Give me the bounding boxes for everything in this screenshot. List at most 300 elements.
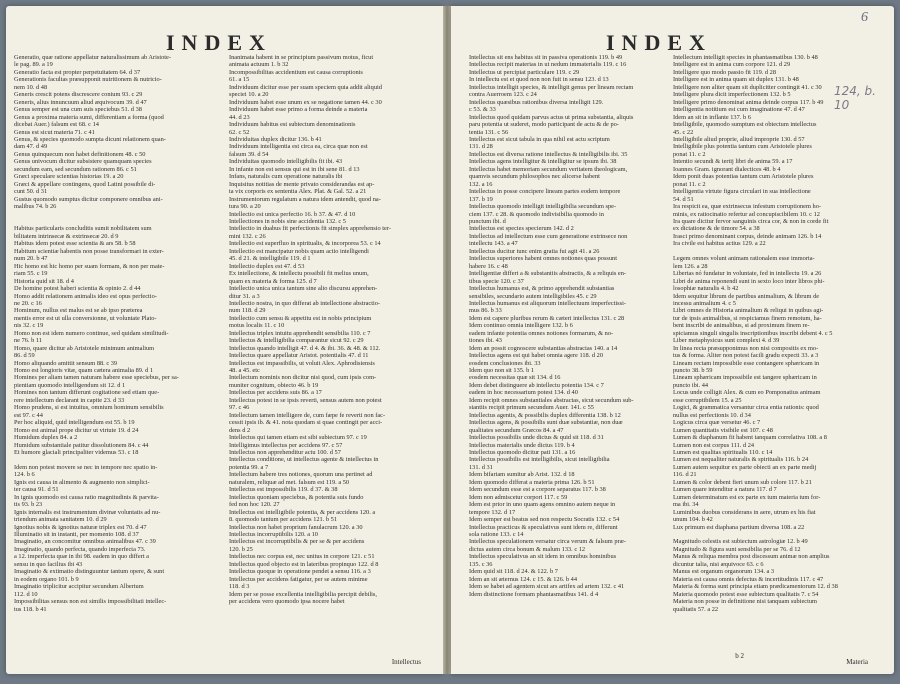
index-entry-line: ter causa 91. d 51	[14, 486, 59, 494]
index-entry-line: Intellectus ad intellectum esse cum generatione extrinsece non	[469, 232, 628, 240]
index-entry-line: Ira quare dicitur fervor sanguinis circa cor, & non in corde fit	[673, 217, 829, 225]
left-column-2	[229, 54, 434, 606]
index-entry-line: Intellectus materialis unde dictus 119. b 4	[469, 441, 575, 449]
index-entry-line: Idem an possit cognoscere substantias abstractas 140. a 14	[469, 344, 618, 352]
index-entry-line: Intellectus quare appellatur Aristot. potentialis 47. d 11	[229, 352, 369, 360]
index-entry-line: c 53. & 33	[469, 106, 496, 114]
left-column-1	[14, 54, 219, 613]
index-entry-line: eosdem necessitas quæ sit 134. d 16	[469, 374, 561, 382]
index-entry-line: Ignis est causa in alimento & augmento non simplici-	[14, 478, 150, 486]
index-entry-line: Irasci primo denominant corpus, deinde animam 126. b 14	[673, 232, 822, 240]
index-entry-line: qualitates secundum Græcos 84. a 47	[469, 426, 564, 434]
index-entry-line: Inanimata habent in se principium passivum motus, ficut	[229, 54, 374, 61]
index-entry-line: Lumen non est corpus 111. d 24	[673, 441, 755, 449]
index-entry-line: 45. d 21. & intelligibile 119. d 1	[229, 255, 311, 263]
index-entry-line: naturalem, reliquæ ad met. falsum est 119. a 50	[229, 478, 350, 486]
index-entry-line: dicebat Auer.) falsum est 68. c 14	[14, 121, 99, 129]
index-entry-line: losophiæ naturalis 4. b 42	[673, 285, 739, 293]
index-entry-line: Lux primum est diaphana partium diversa 108. a 22	[673, 523, 805, 531]
index-entry-line: Intellectus quoque in operatione pendet a sensu 116. a 3	[229, 568, 371, 576]
index-entry-line: Imaginatio, an concomitur omnibus animalibus 47. c 39	[14, 538, 156, 546]
index-entry-line: Homo non est idem numero continue, sed quidam similitudi-	[14, 329, 169, 337]
index-entry-line: 131. d 28	[469, 143, 493, 151]
index-entry-line: 61. a 15	[229, 76, 250, 84]
index-entry-line: tis 93. b 23	[14, 501, 43, 509]
index-entry-line: Idem bifariam sumitur ab Arist. 132. d 18	[469, 471, 575, 479]
index-entry-line: sensu in quo facilius ibi 43	[14, 560, 83, 568]
index-entry-line: Lineam rectam impossibile esse contangere sphæricam in	[673, 359, 820, 367]
index-entry-line: Individuum dicitur esse per suam speciem quia addit aliquid	[229, 83, 382, 91]
left-page-header: INDEX	[166, 30, 272, 55]
index-entry-line: Intellectus non habet proprium fanulacrum 120. a 30	[229, 523, 363, 531]
index-entry-line: Intellectus qui tamen etiam est sibi subiectum 97. c 19	[229, 434, 367, 442]
index-entry-line: Imaginatio triplicitur accipitur secundum Albertum	[14, 583, 144, 591]
right-page-header: INDEX	[606, 30, 712, 55]
index-entry-line: 62. c 52	[229, 128, 250, 136]
index-entry-line: stantiis recipit primum secundum Auer. 141. c 55	[469, 404, 594, 412]
index-entry-line: cessit ipsis ib. & 41. nota quodam si quae contingit per acci-	[229, 419, 383, 427]
index-entry-line: Intellectus sit ens habitus sit in passiva operationis 119. b 49	[469, 54, 623, 61]
index-entry-line: Ignotius nobis & ignotius naturæ triplex est 70. d 47	[14, 523, 147, 531]
index-entry-line: Genus univocum dicitur subsistere quamquam species	[14, 158, 152, 166]
index-entry-line: Idem an sit in inflante 137. b 6	[673, 113, 751, 121]
index-entry-line: Intellectio unica unica tantum sine alio discursu apprehen-	[229, 285, 378, 293]
index-entry-line: bilitatem intrinsecæ & extrinsecæ 20. d 9	[14, 232, 119, 240]
index-entry-line: Individuum habitus est subiectum denominationis	[229, 121, 356, 129]
index-entry-line: Manus & reliqua membra post discessum animæ non amplius	[673, 553, 830, 561]
index-entry-line: Hominum, nullus est malus est se ab ipso præterea	[14, 307, 143, 315]
index-entry-line: puncto 38. b 59	[673, 367, 713, 375]
index-entry-line: dicuntur talia, nisi æquivoce 63. c 6	[673, 560, 764, 568]
index-entry-line: speciei 10. a 20	[229, 91, 269, 99]
index-entry-line: Homines non tantum differunt cogitatione sed etiam que-	[14, 389, 160, 397]
index-entry-line: Idem per se posse excellentia intelligibilia percipit debilis,	[229, 590, 377, 598]
handwritten-annotation: 124, b. 10	[834, 84, 876, 112]
index-entry-line: sola ratione 133. c 14	[469, 531, 524, 538]
index-entry-line: qualitatis 57. a 22	[673, 605, 719, 613]
index-entry-line: num 20. b 47	[14, 255, 48, 263]
index-entry-line: Intellectus humanus est, & primo apprehendit substantias	[469, 285, 615, 293]
index-entry-line: tus 118. b 41	[14, 605, 47, 613]
index-entry-line: Legem omnes volunt animam rationalem esse immorta-	[673, 255, 815, 263]
index-entry-line: Idem non potest movere se nec in tempore nec spatio in-	[14, 463, 158, 471]
index-entry-line: Generis, alius innuncuum aliud æquivocum 39. d 47	[14, 98, 147, 106]
index-entry-line: dens d 2	[229, 426, 251, 434]
index-entry-line: sensibiles, secundario autem intelligibiles 45. c 29	[469, 292, 597, 300]
index-entry-line: Intellectus speculativus an sit idem in omnibus hominibus	[469, 553, 617, 561]
index-entry-line: Græci speculare scientias historias 19. a 20	[14, 173, 124, 181]
index-entry-line: Genus, & species quomodo sumpta dicunt relationem quan-	[14, 135, 166, 143]
index-entry-line: 86. d 59	[14, 352, 35, 360]
index-entry-line: 48. a 45. etc	[229, 367, 260, 375]
index-entry-line: Intellectio est unica perfectio 16. b 37. & 47. d 10	[229, 210, 356, 218]
index-entry-line: Idem ponit duas potentias tantum cum Aristotele plures	[673, 173, 814, 181]
right-column-1	[469, 54, 665, 598]
index-entry-line: 131. d 31	[469, 463, 493, 471]
index-entry-line: 118. d 3	[229, 583, 250, 591]
index-entry-line: 112. d 10	[14, 590, 38, 598]
index-entry-line: Libri omnes de Historia animalium & reliqui in quibus agi-	[673, 307, 824, 315]
index-entry-line: contra Auerroem 123. c 24	[469, 91, 537, 99]
index-entry-line: Materia & forma sunt principia etiam prædicamentorum 12. d 38	[673, 583, 838, 591]
index-entry-line: Intellectus intelligit species, & intelligit genus per lineam rectam	[469, 83, 634, 91]
index-entry-line: in eodem organo 101. b 9	[14, 575, 79, 583]
index-entry-line: Incompossibilitas accidentium est causa corruptionis	[229, 68, 363, 76]
index-entry-line: Homo, quare dicitur ab Aristotele minimum animalium	[14, 344, 155, 352]
index-entry-line: Intellectus practicus & speculativus sunt idem re, differunt	[469, 523, 618, 531]
index-entry-line: Instrumentorum regulatum a natura idem antendit, quod na-	[229, 195, 381, 203]
index-entry-line: Intellectus recipit materias in ut nedum immaterialis 119. c 16	[469, 61, 627, 69]
index-entry-line: Intellectus superiores habent omnes notiones quas possunt	[469, 255, 617, 263]
index-entry-line: Lumen quare intenditur a natura 117. d 7	[673, 486, 777, 494]
index-entry-line: Generis crescit potens discrescere conium 93. c 29	[14, 91, 143, 99]
index-entry-line: Intelligentia notitium est cum imaginatione 47. d 47	[673, 106, 805, 114]
index-entry-line: Idem est prior in uno quam agens omnino autem neque in	[469, 501, 616, 509]
index-entry-line: Intellectus conditione, ut intellectus agente & intellectus in	[229, 456, 379, 464]
index-entry-line: num 118. d 29	[229, 307, 266, 315]
index-entry-line: triendum animata sanitatem 10. d 29	[14, 516, 107, 524]
index-entry-line: Humidum duplex 84. a 2	[14, 434, 78, 442]
index-entry-line: 124. b 6	[14, 471, 35, 479]
index-entry-line	[673, 248, 869, 255]
index-entry-line: De homine potest haberi scientia & opinio 2. d 44	[14, 285, 141, 293]
index-entry-line: tiones ibi. 43	[469, 337, 502, 345]
index-entry-line: Intellectus ut percipiat particulare 119. c 29	[469, 68, 580, 76]
index-entry-line: In infante non est sensus qui est in ibi sene 81. d 13	[229, 165, 360, 173]
index-entry-line: Intelligere primo denominat anima deinde corpus 117. b 49	[673, 98, 824, 106]
index-entry-line: Humidum substantiale patitur dissolutionem 84. c 44	[14, 441, 149, 449]
index-entry-line: malibus 74. b 26	[14, 203, 57, 211]
index-entry-line: Per hoc aliquid, quid intelligendum est 55. b 19	[14, 419, 135, 427]
index-entry-line: Lumen est qualitas spiritualis 110. c 14	[673, 449, 773, 457]
index-entry-line: Ignis internalis est instrumentum divinæ voluntatis ad nu-	[14, 508, 161, 516]
index-entry-line: Idem continuo omnia intelligere 132. b 6	[469, 322, 573, 330]
index-entry-line: motus localis 11. c 10	[229, 322, 285, 330]
index-entry-line: Inquisitus notitias de mente privato considerandas est ap-	[229, 180, 375, 188]
index-entry-line: Lumen est nequaliter naturalis & spiritualis 116. b 24	[673, 456, 809, 464]
index-entry-line: Habitus idem potest esse scientia & ars 58. b 58	[14, 240, 136, 248]
index-entry-line: Intellectum nominis non dicitur nisi quod, cum ipsis com-	[229, 374, 377, 382]
index-entry-line: 137. b 19	[469, 195, 493, 203]
index-entry-line: Lumen determinatum est ex parte ex tum materia tum for-	[673, 493, 821, 501]
index-entry-line: Materia non posse in definitione nisi tanquam subiectum	[673, 598, 817, 606]
index-entry-line: 45. c 22	[673, 128, 694, 136]
index-entry-line: Intellectus quando intelligit 47. d 4. & ibi. 36. & 48. & 112.	[229, 344, 381, 352]
index-entry-line: dictus autem circa bonum & malum 133. c 12	[469, 545, 586, 553]
index-entry-line: Idem se habet ad agentem sicut ars artifex ad artem 132. c 41	[469, 583, 625, 591]
index-entry-line: Lineam sphæricam impossibile est tangere sphæricam in	[673, 374, 817, 382]
index-entry-line: cunt 50. d 31	[14, 188, 48, 196]
index-entry-line	[14, 456, 219, 463]
index-entry-line: ex dictatione & de timore 54. a 38	[673, 225, 760, 233]
index-entry-line: Intellectus quomodo intelligit intelligibilia secundum spe-	[469, 203, 617, 211]
index-entry-line: Idem sequitur librum de partibus animalium, & librum de	[673, 292, 820, 300]
index-entry-line: tempore 132. d 17	[469, 508, 516, 516]
index-entry-line: Generatio, quæ ratione appellatur naturalissimum ab Aristote-	[14, 54, 171, 61]
index-entry-line: tentia 131. c 56	[469, 128, 509, 136]
index-entry-line: Intellectus non apprehenditur actu 100. d 57	[229, 449, 341, 457]
index-entry-line: quam ex materia & forma 125. d 7	[229, 277, 317, 285]
index-entry-line: Magnitudo & figura sunt sensibilia per se 76. d 12	[673, 545, 801, 553]
index-entry-line: falsum 39. d 54	[229, 150, 269, 158]
index-entry-line: tus & forma. Aliter non potest facili gradu expecti 33. a 3	[673, 352, 819, 360]
index-entry-line: Logici, & grammatica versantur circa entia rationis: quod	[673, 404, 819, 412]
index-entry-line: Individuum intelligentia est circa ea, circa quæ non est	[229, 143, 368, 151]
index-entry-line: Intelligere quo modo passio fit 119. d 28	[673, 68, 777, 76]
index-entry-line: Intelligimus intellectus per accidens 97. c 57	[229, 441, 343, 449]
index-entry-line: Lumen & diaphanum fit habent tanquam correlativa 108. a 8	[673, 434, 827, 442]
index-entry-line: Genus quinquecum non habet definitionem 48. c 50	[14, 150, 146, 158]
index-entry-line: Luminibus duobus considerans in aere, utrum ex his fiat	[673, 508, 816, 516]
index-entry-line: paru potentia ut suderet, modo participant de actu & de po-	[469, 121, 619, 129]
index-entry-line: 44. d 23	[229, 113, 250, 121]
index-entry-line: Idem semper est beatus sed non respectu Socratis 132. c 54	[469, 516, 620, 524]
index-entry-line: Lumen & color debent fieri unum sub colore 117. b 21	[673, 478, 812, 486]
index-entry-line: In intellectu est et quod non non fuit in sensu 123. d 13	[469, 76, 609, 84]
index-entry-line: habere 16. c 48	[469, 262, 508, 270]
index-entry-line: rere intellectum declarant in capite 23. d 33	[14, 396, 125, 404]
index-entry-line: Intellectus quod objecto est in lateribus propinquo 122. d 8	[229, 560, 379, 568]
index-entry-line: Ioannes Gram. ignorant dialectices 48. b 4	[673, 165, 781, 173]
index-entry-line: le pag. 89. a 19	[14, 61, 53, 69]
index-entry-line: Intelligentiæ differt a & substantiis abstractis, & a reliquis en-	[469, 270, 627, 278]
index-entry-line: Historia quid sit 18. d 4	[14, 277, 74, 285]
index-entry-line: 8. quomodo tantum per accidens 121. b 51	[229, 516, 337, 524]
index-entry-line: 97. c 46	[229, 404, 250, 412]
index-entry-line: Manus est organum organorum 134. a 3	[673, 568, 775, 576]
index-entry-line: Intelligere est in anima cum corpore 121. d 29	[673, 61, 791, 69]
index-entry-line: Habitum scientiæ habentis non posse transformari in exter-	[14, 247, 164, 255]
index-entry-line: Hic homo est hic homo per suam formam, & non per mate-	[14, 262, 165, 270]
index-entry-line: Intellectus habet memoriam secundum veritatem theologicam,	[469, 165, 628, 173]
index-entry-line: riam 55. c 19	[14, 270, 48, 278]
index-entry-line: ponat 11. c 2	[673, 180, 706, 188]
index-entry-line: eadem infante potentia omnes notiones formarum, & no-	[469, 329, 614, 337]
right-index-page	[451, 6, 894, 674]
index-entry-line: Intellectus possibilis est intelligibilis, sicut intelligibilia	[469, 456, 610, 464]
index-entry-line: ma ibi. 34	[673, 501, 699, 509]
index-entry-line: ta vix corporis ex sententia Alex. Plat. & Gal. 52. a 21	[229, 188, 367, 196]
index-entry-line: Intelligentia virtute figura circulari in sua intellectione	[673, 188, 811, 196]
index-entry-line: Imaginatio, quando perfecta, quando imperfecta 73.	[14, 545, 146, 553]
index-entry-line: Materia quomodo potest esse subiectum qualitatis 7. c 54	[673, 590, 819, 598]
index-entry-line: secundum eam, sed secundum rationem 86. c 51	[14, 165, 137, 173]
index-entry-line: per accidens vero quomodo ipsa nocere habet	[229, 598, 345, 606]
index-entry-line: Intellectus agens, & possibilis sunt duæ substantiæ, non duæ	[469, 419, 623, 427]
index-entry-line: Logicus circa quæ versetur 46. c 7	[673, 419, 761, 427]
index-entry-line: tibus specie 120. c 37	[469, 277, 524, 285]
index-entry-line: Idem quo non sit 135. b 1	[469, 367, 535, 375]
index-entry-line: mus 86. b 33	[469, 307, 502, 315]
index-entry-line: Intellectus quæsibus rationibus diversa intelligit 129.	[469, 98, 604, 106]
index-entry-line: In ignis quomodo est causa ratio magnitudinis & parvita-	[14, 493, 159, 501]
index-entry-line: Idem recipit omnes substantiales abstractas, sicut secundum sub-	[469, 396, 634, 404]
left-index-page	[6, 6, 443, 674]
index-entry-line: Homo est animal prope dicitur ut virtute 19. d 24	[14, 426, 139, 434]
index-entry-line: Intellectus ducitur tunc enim gratia fui agit 41. a 26	[469, 247, 600, 255]
index-entry-line: Infans, naturalis cum operatione naturalis ibi	[229, 173, 343, 181]
index-entry-line: eosdem conclusiones ibi. 33	[469, 359, 541, 367]
left-catchword: Intellectus	[391, 658, 421, 666]
index-entry-line: Libri de anima reponendi sunt in sexto loco inter libros phi-	[673, 277, 825, 285]
index-entry-line: Materia est causa omnis defectus & incertitudinis 117. c 47	[673, 575, 824, 583]
index-entry-line: potentia 99. a 7	[229, 463, 269, 471]
signature-mark: b 2	[735, 652, 744, 660]
index-entry-line: Intellectus est impassibilis, ut voluit Alex. Aphrodisiensis	[229, 359, 375, 367]
index-entry-line: Intelligibile aliud proprie, aliud improprie 130. d 57	[673, 135, 805, 143]
index-entry-line: est 97. c 44	[14, 411, 43, 419]
index-entry-line: Ira civile est habitus actius 129. a 22	[673, 240, 766, 248]
index-entry-line: Genus semper est una cum suis speciebus 51. d 38	[14, 106, 142, 114]
index-entry-line: eadem in hoc necessarium potest 134. d 40	[469, 389, 578, 397]
index-entry-line: Idem an sit æternus 124. c 15. & 126. b 44	[469, 575, 578, 583]
index-entry-line: Idem non admiscetur corpori 117. c 59	[469, 493, 568, 501]
index-entry-line: Intellectus est impossibilis 119. d 37. & 38	[229, 486, 338, 494]
index-entry-line	[14, 218, 219, 225]
right-column-2	[673, 54, 869, 613]
index-entry-line: minis, ex ratiocinatio refertur ad concupiscibilem 10. c 12	[673, 210, 820, 218]
index-entry-line: Homines per aliam tamen naturam habere esse speciebus, per sa-	[14, 374, 179, 382]
right-catchword: Materia	[846, 658, 868, 666]
index-entry-line: Intelligibile, quomodo sumptum est obiectum intellectus	[673, 121, 817, 129]
index-entry-line: quamvis secundum philosophos nec alicerse habent	[469, 173, 600, 181]
index-entry-line: Intellectus agentis, & possibilis duplex differentia 138. b 12	[469, 411, 621, 419]
index-entry-line: Ira respicit ea, quæ extrinsecus infestum corruptionem ho-	[673, 203, 821, 211]
index-entry-line: Idem est capere pluribus rerum & cæteri intellectus 131. c 28	[469, 314, 625, 322]
index-entry-line: Et humore glaciali principaliter videmus 53. c 18	[14, 449, 139, 457]
index-entry-line: Intellectus per accidens fatigatur, per se autem minime	[229, 575, 368, 583]
index-entry-line: 54. d 51	[673, 195, 694, 203]
index-entry-line: a 12. imperfecta quæ in ibi 98. eadem in quo differt a	[14, 553, 149, 561]
index-entry-line: tur de ipsis animalibus, si respiciamus finem remotum, ha-	[673, 314, 822, 322]
index-entry-line: Idem quomodo differat a materia prima 126. b 51	[469, 478, 595, 486]
index-entry-line: Intellectus est species specierum 142. d 2	[469, 225, 574, 233]
index-entry-line: Imaginatio & extimatio distinguuntur tantum opere, & sunt	[14, 568, 165, 576]
index-entry-line: Intellectus in posse concipere lineam partes eodem tempore	[469, 188, 621, 196]
index-entry-line: ditur 31. a 3	[229, 292, 260, 300]
index-entry-line: In linea recta præsupponimus non nisi compositis ex mo-	[673, 344, 819, 352]
index-entry-line: Intellectus nec corpus est, nec unitus in corpore 121. c 51	[229, 553, 375, 561]
index-entry-line: Intellectio duplex est 47. d 53	[229, 262, 305, 270]
index-entry-line: Intellectus possibilis unde dictus & quid sit 118. d 31	[469, 434, 604, 442]
index-entry-line: Intellectum habere tres notiones, quorum una pertinet ad	[229, 471, 373, 479]
index-entry-line: Intelligere plura dicit imperfectionem 132. b 5	[673, 91, 791, 99]
index-entry-line: Genus est sicut materia 71. c 41	[14, 128, 95, 136]
index-entry-line: nem 10. d 48	[14, 83, 48, 91]
index-entry-line: Intellectus potest in se ipsis reverti, sensus autem non potest	[229, 396, 382, 404]
index-entry-line: pientiam quomodo intelligendum sit 12. d 1	[14, 381, 126, 389]
index-entry-line: Intellectus est diversa ratione intellectus & intelligibilis ibi. 35	[469, 150, 628, 158]
index-entry-line: Locus unde colligit Alex. & cum eo Pomponatius animam	[673, 389, 821, 397]
index-entry-line: Intelligere non aliter quam sit duplicitter contingit 41. c 30	[673, 83, 822, 91]
index-entry-line: Genus a proxima materia sumi, differentiam a forma (quod	[14, 113, 164, 121]
index-entry-line: Intellectus agens est qui habet omnia agere 118. d 20	[469, 352, 603, 360]
index-entry-line: unum 104. b 42	[673, 516, 713, 524]
index-entry-line: Idem debet distinguere ab intellectu potentia 134. c 7	[469, 381, 604, 389]
index-entry-line: Homo addit relationem animalis ideo est opus perfectio-	[14, 292, 157, 300]
index-entry-line: Intellectus est incorruptibilis & per se & per accidens	[229, 538, 365, 546]
index-entry-line: mini 132. c 26	[229, 232, 266, 240]
index-entry-line: 116. d 21	[673, 471, 697, 479]
index-entry-line: incessu animalium 4. c 5	[673, 299, 736, 307]
index-entry-line: Impossibilitas sensus non est similis impossibilitati intellec-	[14, 598, 167, 606]
index-entry-line: Intellectio est mancipatur nobis quam actio intelligendi	[229, 247, 369, 255]
index-entry-line: Gustus quomodo sumptus dicitur componere omnibus ani-	[14, 195, 163, 203]
index-entry-line	[673, 531, 869, 538]
index-entry-line: Generatio facta est propter perpetuitatem 64. d 37	[14, 68, 141, 76]
index-entry-line: Intellectus est sicut tabula in qua nihil est actu scriptum	[469, 135, 610, 143]
index-entry-line: Intellectus & intelligibilia comparantur sicut 92. c 29	[229, 337, 364, 345]
index-entry-line: Homo est longioris vitæ, quam cætera animalia 89. d 1	[14, 367, 154, 375]
index-entry-line: ponat 11. c 2	[673, 150, 706, 158]
index-entry-line: ciem 137. c 28. & quomodo indivisibilia quomodo in	[469, 210, 604, 218]
index-entry-line: 120. b 25	[229, 545, 253, 553]
index-entry-line: ne 76. b 11	[14, 337, 42, 345]
index-entry-line: Homo prudens, si est intuitus, omnium hominum sensibilis	[14, 404, 164, 412]
index-entry-line: 135. c 36	[469, 560, 493, 568]
index-entry-line: Intelligibile plus potentia tantum cum Aristotele plures	[673, 143, 812, 151]
index-entry-line: ne 20. c 16	[14, 299, 42, 307]
index-entry-line: Individuitas quomodo intelligibilis fit ibi. 43	[229, 158, 343, 166]
book-gutter	[443, 6, 451, 674]
index-entry-line: tura 90. a 20	[229, 203, 261, 211]
index-entry-line: Libertas nó fundatur in voluntate, fed in intellectu 19. a 26	[673, 270, 822, 278]
index-entry-line: nullus est perfectionis 10. d 34	[673, 411, 751, 419]
index-entry-line: Intellectiones in nobis sine accidentia 132. c 5	[229, 217, 346, 225]
index-entry-line: Habitus particularis concluditis sumit nobilitatem sum	[14, 225, 152, 233]
index-entry-line: Intellectum intelligit species in phantasmatibus 130. b 48	[673, 54, 818, 61]
index-entry-line: Illuminatio sit in instanti, per momento 108. d 37	[14, 531, 139, 538]
index-entry-line: animata actuum 1. b 32	[229, 61, 289, 69]
index-entry-line: Magnitudo celestis est subiectum astrologiæ 12. b 49	[673, 538, 808, 546]
index-entry-line: Intellectus est intelligibile potentia, & per accidens 120. a	[229, 508, 376, 516]
index-entry-line: Liber metaphysicus sunt complexi 4. d 39	[673, 337, 780, 345]
index-entry-line: Intellectus triplex intuitu apprehendit sensibilia 110. c 7	[229, 329, 371, 337]
index-entry-line: mentis error est ut ulla conversionne, ut voluntate Plato-	[14, 314, 157, 322]
index-entry-line: Lumen quantitatis visibile est 107. c 48	[673, 426, 773, 434]
folio-number: 6	[861, 10, 868, 25]
index-entry-line: Homo aliquando amittit sensum 88. c 39	[14, 359, 118, 367]
index-entry-line: Idem distinctione formam phantasmatibus 141. d 4	[469, 590, 599, 598]
index-entry-line: Ex intellectione, & intellectu possibili fit melius unum,	[229, 270, 369, 278]
index-entry-line: dam 47. d 49	[14, 143, 48, 151]
index-entry-line: puncto ibi. 44	[673, 381, 709, 389]
index-entry-line: bent inscribi de animalibus, si ad proximum finem re-	[673, 322, 810, 330]
index-entry-line: Græci & appellare contingens, quod Latini possibile di-	[14, 180, 156, 188]
index-entry-line: muniter cognitum, obiecto 46. b 19	[229, 381, 319, 389]
index-entry-line: Intellectio est superfluo in spiritualis, & incorporea 53. c 14	[229, 240, 381, 248]
index-entry-line: Intellectus quomodo dicitur pati 131. a 16	[469, 449, 576, 457]
index-entry-line: Individuitas duplex dicitur 136. b 41	[229, 135, 322, 143]
index-entry-line: nis 32. c 19	[14, 322, 44, 330]
index-entry-line: Intellectio cum sensu & appetitu est in nobis principium	[229, 314, 372, 322]
index-entry-line	[14, 211, 219, 218]
index-entry-line: spiciamus singuli singulis inscriptionibus inscribi debent 4. c 5	[673, 329, 833, 337]
index-entry-line: intellectu 143. a 47	[469, 240, 518, 248]
index-entry-line: Individuum habet esse unum ex se negatione tamen 44. c 30	[229, 98, 382, 106]
index-entry-line: 132. a 16	[469, 180, 493, 188]
index-entry-line: Intellectus quod quidam parvus actus ut prima substantia, aliquis	[469, 113, 634, 121]
index-entry-line: Intellectus per accidens suis 86. a 17	[229, 389, 322, 397]
index-entry-line: lem 126. a 28	[673, 262, 708, 270]
index-entry-line: Generationis facultas præsupponit nutritionem & nutricio-	[14, 76, 162, 84]
index-entry-line: Intellectum tamen intelligere de, cum fæpe fe reverti non fac-	[229, 411, 386, 419]
index-entry-line: esse corruptibilem 15. a 25	[673, 396, 742, 404]
index-entry-line: Lumen autem sequitur ex parte obiecti an ex parte medij	[673, 463, 817, 471]
index-entry-line: Intellectus speculationem versatur circa verum & falsum præ-	[469, 538, 626, 546]
index-entry-line: Intelligere est in anima quam sit duplex 131. b 48	[673, 76, 799, 84]
index-entry-line: Idem quid sit 118. d 24. & 122. b 7	[469, 568, 558, 576]
